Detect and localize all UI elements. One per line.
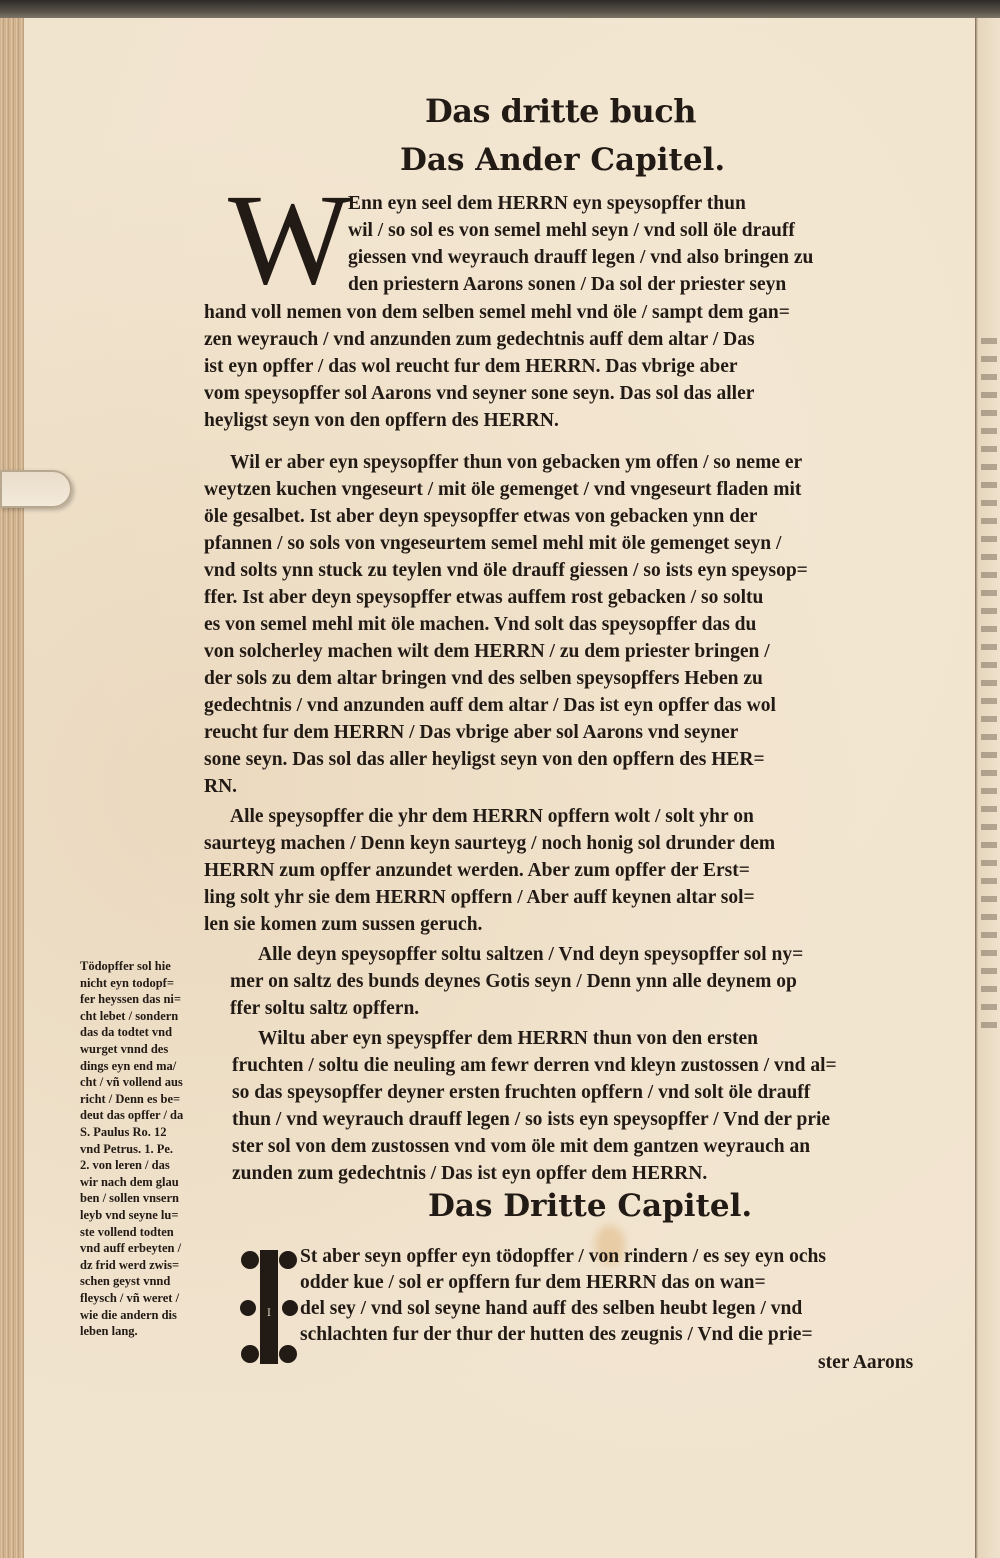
text-line: Wiltu aber eyn speyspffer dem HERRN thun von den ersten — [258, 1028, 758, 1049]
running-head: Das dritte buch — [425, 92, 696, 130]
text-line: es von semel mehl mit öle machen. Vnd solt das speysopffer das du — [204, 614, 757, 635]
text-line: St aber seyn opffer eyn tödopffer / von rindern / es sey eyn ochs — [300, 1246, 826, 1267]
text-line: ster Aarons — [818, 1352, 914, 1373]
text-line: öle gesalbet. Ist aber deyn speysopffer etwas von gebacken ynn der — [204, 506, 758, 527]
margin-note-line: leyb vnd seyne lu= — [80, 1208, 179, 1222]
margin-note-line: Tödopffer sol hie — [80, 959, 171, 973]
text-line: mer on saltz des bunds deynes Gotis seyn / Denn ynn alle deynem op — [230, 971, 797, 992]
text-line: schlachten fur der thur der hutten des zeugnis / Vnd die prie= — [300, 1324, 813, 1345]
text-line: fruchten / soltu die neuling am fewr derren vnd kleyn zustossen / vnd al= — [232, 1055, 837, 1076]
text-line: len sie komen zum sussen geruch. — [204, 914, 483, 935]
chapter-3-heading: Das Dritte Capitel. — [428, 1188, 753, 1224]
text-line: ffer. Ist aber deyn speysopffer etwas auffem rost gebacken / so soltu — [204, 587, 764, 608]
text-line: reucht fur dem HERRN / Das vbrige aber sol Aarons vnd seyner — [204, 722, 739, 743]
page-clip — [0, 470, 72, 508]
margin-note-line: dings eyn end ma/ — [80, 1058, 177, 1073]
text-line: sone seyn. Das sol das aller heyligst seyn von den opffern des HER= — [204, 749, 765, 770]
text-line: ffer soltu saltz opffern. — [230, 998, 420, 1019]
text-line: pfannen / so sols von vngeseurtem semel mehl mit öle gemenget seyn / — [204, 533, 782, 554]
margin-note-line: leben lang. — [80, 1324, 138, 1339]
text-line: weytzen kuchen vngeseurt / mit öle gemenget / vnd vngeseurt fladen mit — [204, 479, 802, 500]
text-line: RN. — [204, 776, 238, 797]
margin-note-line: ben / sollen vnsern — [80, 1191, 179, 1206]
margin-note-line: vnd auff erbeyten / — [80, 1241, 182, 1256]
text-line: von solcherley machen wilt dem HERRN / zu dem priester bringen / — [204, 641, 770, 662]
text-line: odder kue / sol er opffern fur dem HERRN das on wan= — [300, 1272, 766, 1293]
chapter-2-heading: Das Ander Capitel. — [400, 142, 726, 178]
drop-initial-i — [240, 1246, 298, 1368]
margin-note-line: fleysch / vñ weret / — [80, 1291, 180, 1305]
text-line: ling solt yhr sie dem HERRN opffern / Aber auff keynen altar sol= — [204, 887, 755, 908]
text-line: del sey / vnd sol seyne hand auff des selben heubt legen / vnd — [300, 1298, 803, 1319]
margin-note-line: 2. von leren / das — [80, 1158, 170, 1173]
text-line: vom speysopffer sol Aarons vnd seyner sone seyn. Das sol das aller — [204, 383, 755, 404]
text-line: zen weyrauch / vnd anzunden zum gedechtnis auff dem altar / Das — [204, 329, 755, 350]
facing-page-bleed — [981, 338, 997, 1038]
text-line: Alle deyn speysopffer soltu saltzen / Vnd deyn speysopffer sol ny= — [258, 944, 804, 965]
text-line: wil / so sol es von semel mehl seyn / vnd soll öle drauff — [348, 220, 795, 241]
margin-note-line: deut das opffer / da — [80, 1108, 184, 1123]
margin-note-line: vnd Petrus. 1. Pe. — [80, 1141, 174, 1156]
text-line: ist eyn opffer / das wol reucht fur dem HERRN. Das vbrige aber — [204, 356, 738, 377]
text-line: zunden zum gedechtnis / Das ist eyn opffer dem HERRN. — [232, 1163, 708, 1184]
margin-note-line: schen geyst vnnd — [80, 1274, 171, 1289]
margin-note-line: wie die andern dis — [80, 1307, 177, 1322]
text-line: den priestern Aarons sonen / Da sol der priester seyn — [348, 274, 787, 295]
text-line: vnd solts ynn stuck zu teylen vnd öle drauff giessen / so ists eyn speysop= — [204, 560, 808, 581]
text-line: so das speysopffer deyner ersten fruchten opffern / vnd solt öle drauff — [232, 1082, 811, 1103]
margin-note-line: fer heyssen das ni= — [80, 992, 182, 1007]
initial-i-letter: I — [267, 1308, 271, 1319]
margin-note-line: S. Paulus Ro. 12 — [80, 1125, 167, 1139]
margin-note-line: richt / Denn es be= — [80, 1091, 181, 1106]
text-line: hand voll nemen von dem selben semel mehl vnd öle / sampt dem gan= — [204, 302, 790, 323]
margin-note-line: dz frid werd zwis= — [80, 1257, 180, 1272]
text-line: Enn eyn seel dem HERRN eyn speysopffer thun — [348, 193, 746, 214]
margin-note-line: wir nach dem glau — [80, 1174, 179, 1189]
text-line: gedechtnis / vnd anzunden auff dem altar / Das ist eyn opffer das wol — [204, 695, 776, 716]
margin-note-line: nicht eyn todopf= — [80, 975, 174, 990]
text-line: ster sol von dem zustossen vnd vom öle mit dem gantzen weyrauch an — [232, 1136, 811, 1157]
margin-note-line: das da todtet vnd — [80, 1025, 173, 1040]
margin-note-line: wurget vnnd des — [80, 1042, 169, 1056]
margin-note-line: cht lebet / sondern — [80, 1008, 179, 1023]
gutter-right — [975, 18, 1000, 1558]
margin-note-line: cht / vñ vollend aus — [80, 1075, 183, 1090]
text-line: saurteyg machen / Denn keyn saurteyg / noch honig sol drunder dem — [204, 833, 776, 854]
text-line: Wil er aber eyn speysopffer thun von gebacken ym offen / so neme er — [230, 452, 803, 473]
text-line: HERRN zum opffer anzundet werden. Aber zum opffer der Erst= — [204, 860, 750, 881]
text-line: giessen vnd weyrauch drauff legen / vnd also bringen zu — [348, 247, 814, 268]
book-top-edge — [0, 0, 1000, 20]
text-line: der sols zu dem altar bringen vnd des selben speysopffers Heben zu — [204, 668, 763, 689]
page-edges-left — [0, 18, 24, 1558]
text-line: thun / vnd weyrauch drauff legen / so ists eyn speysopffer / Vnd der prie — [232, 1109, 831, 1130]
margin-note-line: ste vollend todten — [80, 1224, 174, 1239]
drop-initial-w: W — [228, 168, 351, 312]
text-line: heyligst seyn von den opffern des HERRN. — [204, 410, 559, 431]
text-line: Alle speysopffer die yhr dem HERRN opffern wolt / solt yhr on — [230, 806, 754, 827]
